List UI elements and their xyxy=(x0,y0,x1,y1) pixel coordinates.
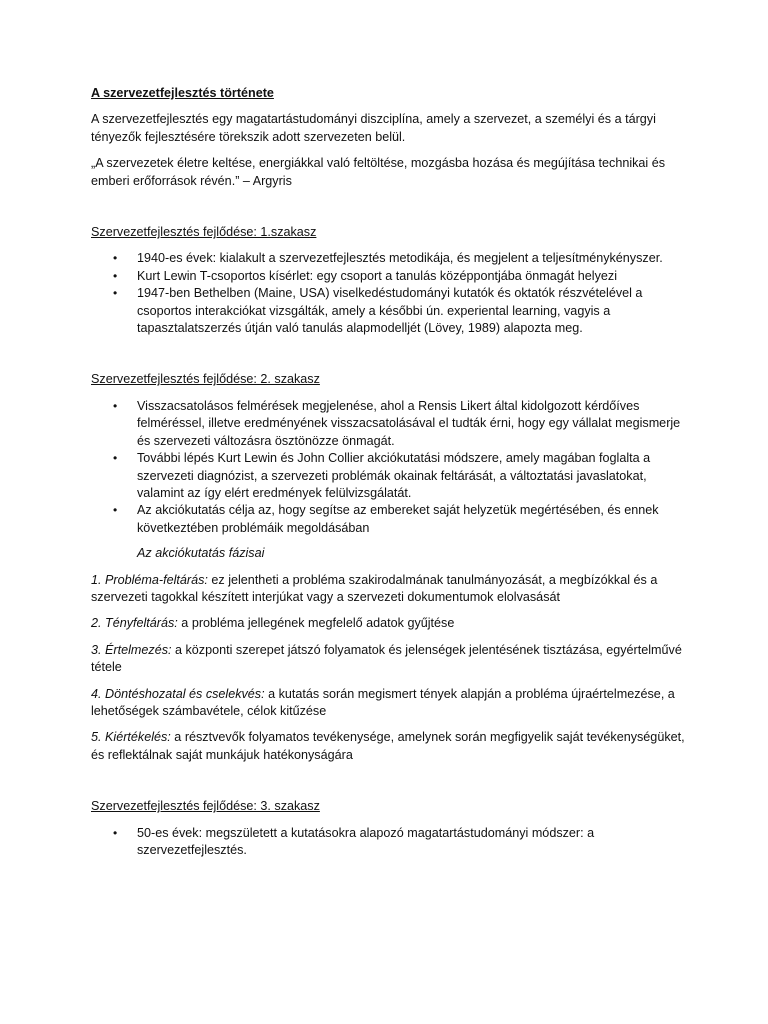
bullet-icon: • xyxy=(113,825,118,840)
section3-list xyxy=(91,825,691,860)
intro-paragraph: A szervezetfejlesztés egy magatartástudományi diszciplína, amely a szervezet, a személyi és a tárgyi tényezők fejlesztésére törekszik adott szervezeten belül. xyxy=(91,112,656,144)
section2-heading: Szervezetfejlesztés fejlődése: 2. szakasz xyxy=(91,372,320,387)
bullet-icon: • xyxy=(113,251,118,266)
phase-text: a kutatás során megismert tények alapján a probléma újraértelmezése, a lehetőségek számbavétele, célok kitűzése xyxy=(91,686,675,718)
phase-label: 5. Kiértékelés: xyxy=(91,730,171,745)
phase-text: a központi szerepet játszó folyamatok és jelenségek jelentésének tisztázása, egyértelművé tétele xyxy=(91,642,682,675)
phase-item xyxy=(91,686,691,721)
list-item-text: 1947-ben Bethelben (Maine, USA) viselkedéstudományi kutatók és oktatók részvételével a csoportos interakciókat vizsgálták, amely a későbbi ún. experiental learning, vagyis a tapasztalatszerzés útján való tanulás alapmodelljét (Lövey, 1989) alapozta meg. xyxy=(137,286,643,336)
list-item xyxy=(113,825,691,860)
bullet-icon: • xyxy=(113,451,118,466)
list-item xyxy=(113,268,691,285)
phase-text: ez jelentheti a probléma szakirodalmának tanulmányozását, a megbízókkal és a szervezeti tagokkal készített interjúkat vagy a szervezeti dokumentumok elolvasását xyxy=(91,572,658,604)
phase-item xyxy=(91,572,691,607)
list-item xyxy=(113,450,691,502)
section2-list xyxy=(91,398,691,537)
phase-item xyxy=(91,615,691,632)
list-item xyxy=(113,250,691,267)
phase-label: 2. Tényfeltárás: xyxy=(91,616,178,631)
document-title: A szervezetfejlesztés története xyxy=(91,86,274,100)
phase-text: a probléma jellegének megfelelő adatok gyűjtése xyxy=(177,616,455,631)
list-item-text: Az akciókutatás célja az, hogy segítse az embereket saját helyzetük megértésében, és ennek következtében problémáik megoldásában xyxy=(137,503,659,535)
bullet-icon: • xyxy=(113,286,118,301)
phase-item xyxy=(91,729,691,764)
list-item-text: 1940-es évek: kialakult a szervezetfejlesztés metodikája, és megjelent a teljesítménykényszer. xyxy=(137,251,663,266)
list-item xyxy=(113,398,691,450)
phase-label: 3. Értelmezés: xyxy=(91,642,172,657)
section3-heading: Szervezetfejlesztés fejlődése: 3. szakasz xyxy=(91,799,320,814)
argyris-quote: „A szervezetek életre keltése, energiákkal való feltöltése, mozgásba hozása és megújítása technikai és emberi erőforrások révén.” – Argyris xyxy=(91,156,666,188)
phase-label: 4. Döntéshozatal és cselekvés: xyxy=(91,686,265,701)
bullet-icon: • xyxy=(113,268,118,283)
list-item-text: További lépés Kurt Lewin és John Collier akciókutatási módszere, amely magában foglalta a szervezeti diagnózist, a szervezeti problémák okainak feltárását, a változtatási javaslatokat, valamint az így elért eredmények felülvizsgálatát. xyxy=(137,451,651,500)
list-item-text: 50-es évek: megszületett a kutatásokra alapozó magatartástudományi módszer: a szervezetfejlesztés. xyxy=(137,825,595,857)
section1-heading: Szervezetfejlesztés fejlődése: 1.szakasz xyxy=(91,225,317,240)
bullet-icon: • xyxy=(113,398,118,413)
phase-item xyxy=(91,642,691,677)
bullet-icon: • xyxy=(113,503,118,518)
list-item-text: Kurt Lewin T-csoportos kísérlet: egy csoport a tanulás középpontjába önmagát helyezi xyxy=(137,268,618,283)
list-item-text: Visszacsatolásos felmérések megjelenése, ahol a Rensis Likert által kidolgozott kérdőíves felméréssel, illetve eredményének visszacsatolásával el tudták érni, hogy egy vállalat megismerje és szervezeti változásra ösztönözze önmagát. xyxy=(137,398,681,448)
list-item xyxy=(113,285,691,337)
list-item xyxy=(113,502,691,537)
document-body xyxy=(91,85,691,859)
phase-label: 1. Probléma-feltárás: xyxy=(91,572,208,587)
phase-text: a résztvevők folyamatos tevékenysége, amelynek során megfigyelik saját tevékenységüket, és reflektálnak saját munkájuk hatékonyságára xyxy=(91,730,685,762)
section1-list xyxy=(91,250,691,337)
phases-title: Az akciókutatás fázisai xyxy=(137,546,265,561)
